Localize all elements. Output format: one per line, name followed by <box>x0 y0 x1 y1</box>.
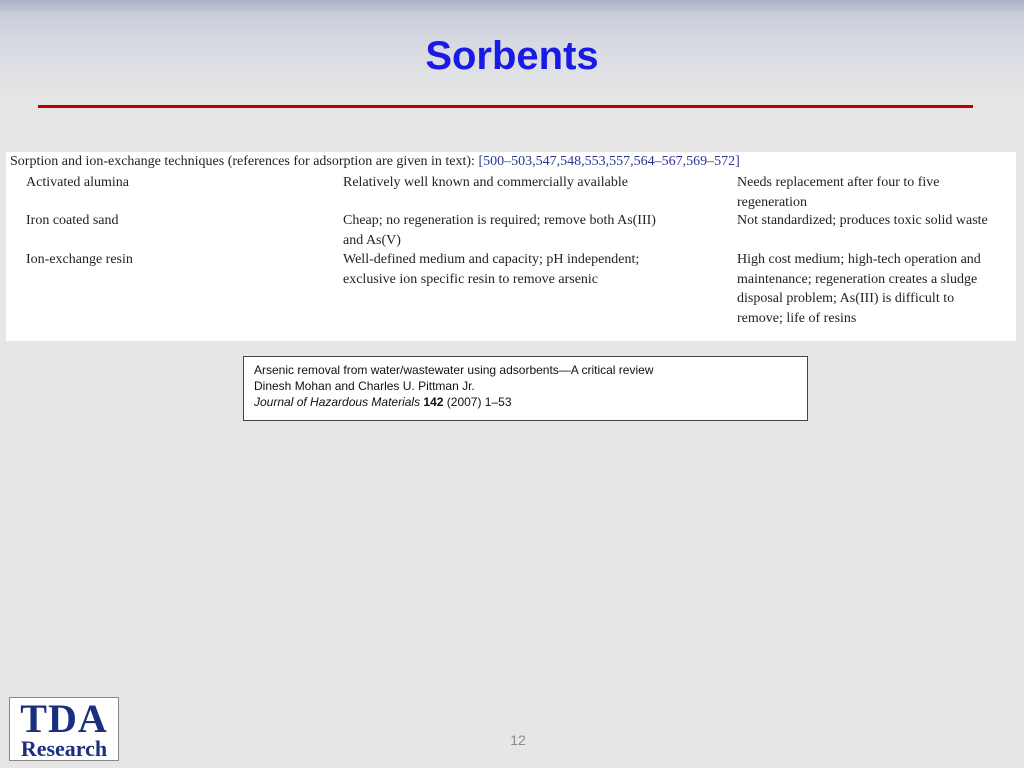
citation-source <box>254 394 797 410</box>
table-caption <box>10 152 740 171</box>
text-line: Not standardized; produces toxic solid waste <box>737 213 988 228</box>
text-line: exclusive ion specific resin to remove arsenic <box>343 271 599 287</box>
citation-volume: 142 <box>423 395 444 409</box>
citation-details: (2007) 1–53 <box>443 395 512 409</box>
text-line: Needs replacement after four to five <box>737 175 940 190</box>
text-line: Cheap; no regeneration is required; remove both As(III) <box>343 213 656 228</box>
text-line: disposal problem; As(III) is difficult to <box>737 291 955 306</box>
row-name: Ion-exchange resin <box>26 252 133 267</box>
citation-box <box>243 356 808 421</box>
row-disadvantages <box>737 173 1016 212</box>
text-line: Relatively well known and commercially available <box>343 175 628 190</box>
text-line: High cost medium; high-tech operation and <box>737 252 981 267</box>
row-disadvantages <box>737 250 1016 328</box>
text-line: and As(V) <box>343 232 401 248</box>
table-caption-text: Sorption and ion-exchange techniques (references for adsorption are given in text): <box>10 154 479 169</box>
row-name: Activated alumina <box>26 175 130 190</box>
title-underline <box>38 105 973 108</box>
row-disadvantages <box>737 211 1016 231</box>
citation-journal: Journal of Hazardous Materials <box>254 395 421 409</box>
sorbent-table-image <box>6 152 1016 341</box>
row-advantages <box>343 211 713 250</box>
text-line: remove; life of resins <box>737 310 857 326</box>
logo-text-tda: TDA <box>20 696 108 741</box>
text-line: maintenance; regeneration creates a sludge <box>737 271 978 287</box>
tda-research-logo <box>9 697 119 761</box>
table-caption-refs: [500–503,547,548,553,557,564–567,569–572] <box>478 154 740 169</box>
logo-text-research: Research <box>20 736 108 761</box>
citation-title: Arsenic removal from water/wastewater using adsorbents—A critical review <box>254 363 654 377</box>
row-advantages <box>343 250 713 289</box>
citation-authors: Dinesh Mohan and Charles U. Pittman Jr. <box>254 379 475 393</box>
text-line: Well-defined medium and capacity; pH independent; <box>343 252 640 267</box>
row-advantages <box>343 173 713 193</box>
text-line: regeneration <box>737 194 807 210</box>
page-number: 12 <box>510 732 526 748</box>
row-name: Iron coated sand <box>26 213 119 228</box>
slide-title: Sorbents <box>425 34 599 78</box>
